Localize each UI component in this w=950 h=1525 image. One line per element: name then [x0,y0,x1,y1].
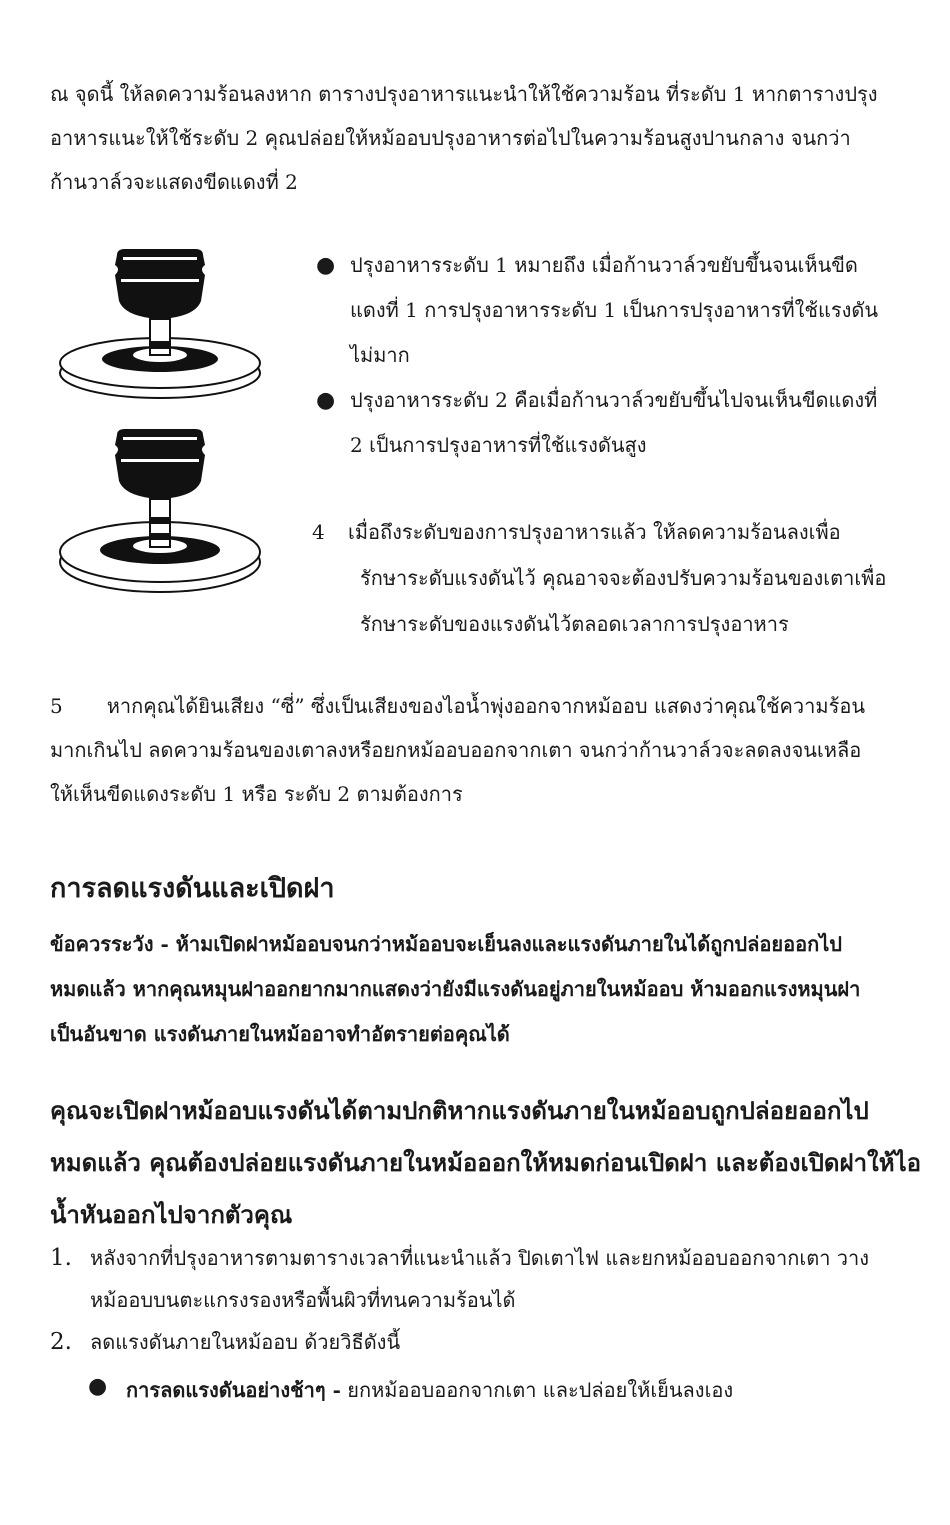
valve-level2-illustration [55,425,275,610]
step-number: 2. [50,1329,72,1355]
text-line: ลดแรงดันภายในหม้ออบ ด้วยวิธีดังนี้ [90,1330,401,1354]
step-number: 4 [312,520,325,544]
text-line: ให้เห็นขีดแดงระดับ 1 หรือ ระดับ 2 ตามต้องการ [50,782,463,806]
step-4 [312,509,922,647]
section-title: การลดแรงดันและเปิดฝา [50,873,335,904]
list-item [312,378,922,468]
text-line: หมดแล้ว หากคุณหมุนฝาออกยากมากแสดงว่ายังมีแรงดันอยู่ภายในหม้ออบ ห้ามออกแรงหมุนฝา [50,977,861,1001]
intro-paragraph [50,72,920,204]
bullet-icon: ● [88,1374,108,1399]
text-line: น้ำหันออกไปจากตัวคุณ [50,1200,293,1229]
text-line: ไม่มาก [350,343,410,367]
warning-paragraph [50,922,920,1057]
text-line: คุณจะเปิดฝาหม้ออบแรงดันได้ตามปกติหากแรงดันภายในหม้ออบถูกปล่อยออกไป [50,1096,869,1125]
bullet-icon: ● [316,388,336,413]
valve-level1-illustration [55,245,275,405]
text-line: อาหารแนะให้ใช้ระดับ 2 คุณปล่อยให้หม้ออบปรุงอาหารต่อไปในความร้อนสูงปานกลาง จนกว่า [50,126,851,150]
cooking-level-list [312,243,922,468]
bullet-icon: ● [316,253,336,278]
list-item [50,1237,930,1321]
text-line: 5 หากคุณได้ยินเสียง “ซี่” ซึ่งเป็นเสียงของไอน้ำพุ่งออกจากหม้ออบ แสดงว่าคุณใช้ความร้อน [50,694,866,718]
text-line: รักษาระดับของแรงดันไว้ตลอดเวลาการปรุงอาหาร [360,612,789,636]
numbered-steps [50,1237,930,1363]
text-line: ปรุงอาหารระดับ 2 คือเมื่อก้านวาล์วขยับขึ้นไปจนเห็นขีดแดงที่ [350,388,878,412]
text-line: รักษาระดับแรงดันไว้ คุณอาจจะต้องปรับความร้อนของเตาเพื่อ [360,566,887,590]
text-line: หมดแล้ว คุณต้องปล่อยแรงดันภายในหม้อออกให้หมดก่อนเปิดฝา และต้องเปิดฝาให้ไอ [50,1148,922,1177]
text-line: ณ จุดนี้ ให้ลดความร้อนลงหาก ตารางปรุงอาหารแนะนำให้ใช้ความร้อน ที่ระดับ 1 หากตารางปรุง [50,82,878,106]
text-line: หลังจากที่ปรุงอาหารตามตารางเวลาที่แนะนำแล้ว ปิดเตาไฟ และยกหม้ออบออกจากเตา วาง [90,1246,870,1270]
text-line: ข้อควรระวัง - ห้ามเปิดฝาหม้ออบจนกว่าหม้ออบจะเย็นลงและแรงดันภายในได้ถูกปล่อยออกไป [50,932,843,956]
text-line: 2 เป็นการปรุงอาหารที่ใช้แรงดันสูง [350,433,647,457]
sub-bullet-label: การลดแรงดันอย่างช้าๆ - [126,1378,341,1402]
step-number: 5 [50,694,63,718]
text-line: แดงที่ 1 การปรุงอาหารระดับ 1 เป็นการปรุงอาหารที่ใช้แรงดัน [350,298,879,322]
text-line: เป็นอันขาด แรงดันภายในหม้ออาจทำอัตรายต่อคุณได้ [50,1022,510,1046]
sub-bullet [88,1374,733,1406]
text-line: มากเกินไป ลดความร้อนของเตาลงหรือยกหม้ออบออกจากเตา จนกว่าก้านวาล์วจะลดลงจนเหลือ [50,738,862,762]
text-line: ก้านวาล์วจะแสดงขีดแดงที่ 2 [50,170,298,194]
sub-bullet-text: ยกหม้ออบออกจากเตา และปล่อยให้เย็นลงเอง [340,1378,734,1402]
step-number: 1. [50,1245,72,1271]
list-item [312,243,922,378]
emphasis-paragraph [50,1085,930,1241]
text-line: หม้ออบบนตะแกรงรองหรือพื้นผิวที่ทนความร้อนได้ [90,1288,516,1312]
text-line: ปรุงอาหารระดับ 1 หมายถึง เมื่อก้านวาล์วขยับขึ้นจนเห็นขีด [350,253,858,277]
step-5 [50,684,920,816]
list-item [50,1321,930,1363]
text-line: เมื่อถึงระดับของการปรุงอาหารแล้ว ให้ลดความร้อนลงเพื่อ [348,520,841,544]
